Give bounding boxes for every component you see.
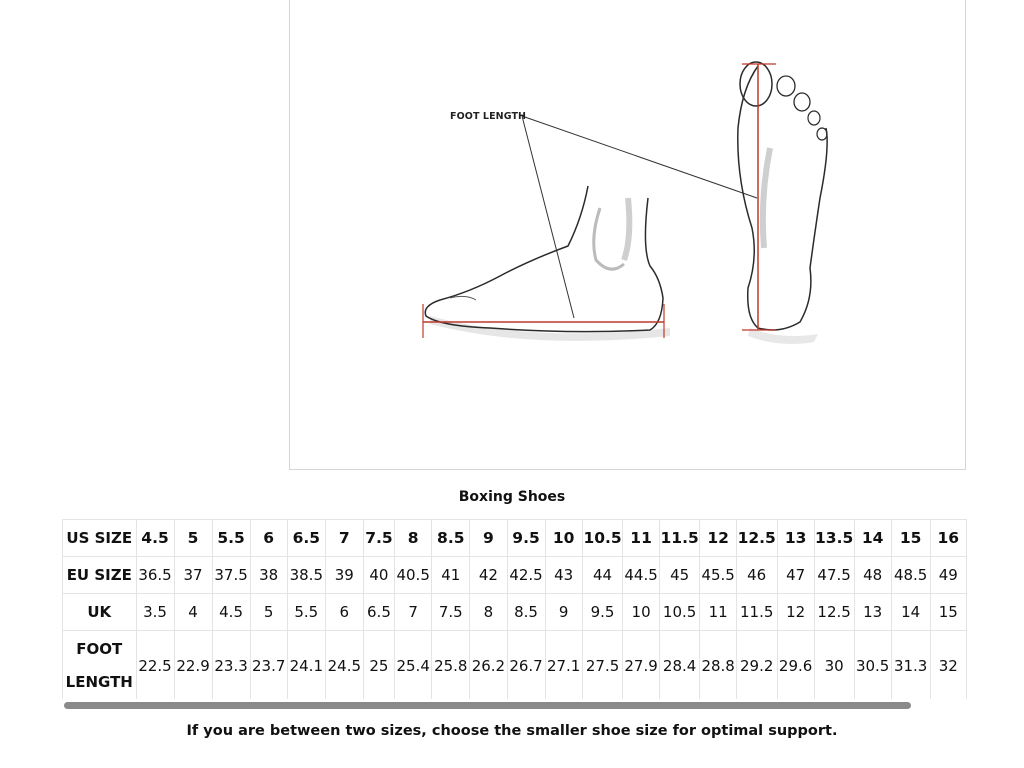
table-cell: 9: [545, 594, 582, 631]
table-cell: 12: [777, 594, 814, 631]
table-cell: 31.3: [891, 631, 930, 700]
table-cell: 26.7: [507, 631, 545, 700]
table-cell: 16: [930, 520, 966, 557]
row-header: EU SIZE: [63, 557, 137, 594]
table-cell: 25.4: [395, 631, 432, 700]
table-cell: 45: [659, 557, 700, 594]
table-cell: 42: [470, 557, 507, 594]
foot-illustration: [290, 0, 967, 470]
us-size-row: [63, 520, 967, 557]
table-cell: 11.5: [736, 594, 777, 631]
size-advice-note: If you are between two sizes, choose the smaller shoe size for optimal support.: [186, 723, 838, 739]
table-cell: 43: [545, 557, 582, 594]
table-cell: 40: [363, 557, 394, 594]
table-cell: 32: [930, 631, 966, 700]
table-cell: 10: [623, 594, 659, 631]
row-header: FOOT LENGTH: [63, 631, 137, 700]
table-cell: 22.9: [174, 631, 212, 700]
table-cell: 9.5: [582, 594, 623, 631]
table-cell: 23.7: [250, 631, 287, 700]
foot-length-row: [63, 631, 967, 700]
table-cell: 14: [891, 594, 930, 631]
table-cell: 37.5: [212, 557, 250, 594]
table-cell: 11: [700, 594, 736, 631]
table-cell: 6: [250, 520, 287, 557]
table-cell: 48: [854, 557, 891, 594]
table-cell: 46: [736, 557, 777, 594]
table-cell: 25: [363, 631, 394, 700]
table-cell: 15: [891, 520, 930, 557]
row-header: UK: [63, 594, 137, 631]
table-cell: 42.5: [507, 557, 545, 594]
table-cell: 10.5: [582, 520, 623, 557]
table-cell: 10.5: [659, 594, 700, 631]
table-cell: 39: [325, 557, 363, 594]
table-cell: 3.5: [136, 594, 174, 631]
table-cell: 5.5: [287, 594, 325, 631]
table-cell: 7: [395, 594, 432, 631]
table-cell: 27.5: [582, 631, 623, 700]
table-cell: 7.5: [363, 520, 394, 557]
table-cell: 6.5: [287, 520, 325, 557]
table-cell: 11.5: [659, 520, 700, 557]
table-cell: 24.5: [325, 631, 363, 700]
uk-size-row: [63, 594, 967, 631]
table-cell: 5: [250, 594, 287, 631]
table-cell: 8: [470, 594, 507, 631]
table-cell: 6.5: [363, 594, 394, 631]
table-cell: 27.1: [545, 631, 582, 700]
table-cell: 27.9: [623, 631, 659, 700]
size-chart-table: [62, 519, 967, 699]
table-cell: 11: [623, 520, 659, 557]
table-cell: 8.5: [507, 594, 545, 631]
table-cell: 49: [930, 557, 966, 594]
foot-length-label: FOOT LENGTH: [450, 111, 527, 122]
table-cell: 13.5: [814, 520, 854, 557]
table-cell: 14: [854, 520, 891, 557]
table-cell: 44.5: [623, 557, 659, 594]
table-cell: 28.8: [700, 631, 736, 700]
table-cell: 23.3: [212, 631, 250, 700]
table-cell: 8: [395, 520, 432, 557]
table-cell: 38.5: [287, 557, 325, 594]
table-cell: 12.5: [814, 594, 854, 631]
table-cell: 9: [470, 520, 507, 557]
table-cell: 7.5: [432, 594, 470, 631]
table-cell: 29.2: [736, 631, 777, 700]
table-cell: 41: [432, 557, 470, 594]
table-cell: 4.5: [212, 594, 250, 631]
table-cell: 4: [174, 594, 212, 631]
table-cell: 12: [700, 520, 736, 557]
scrollbar-thumb[interactable]: [64, 702, 911, 709]
table-cell: 12.5: [736, 520, 777, 557]
table-cell: 38: [250, 557, 287, 594]
table-cell: 13: [854, 594, 891, 631]
table-cell: 26.2: [470, 631, 507, 700]
table-cell: 15: [930, 594, 966, 631]
table-cell: 48.5: [891, 557, 930, 594]
table-cell: 22.5: [136, 631, 174, 700]
table-cell: 10: [545, 520, 582, 557]
table-cell: 47.5: [814, 557, 854, 594]
table-cell: 40.5: [395, 557, 432, 594]
table-cell: 4.5: [136, 520, 174, 557]
table-cell: 45.5: [700, 557, 736, 594]
table-cell: 36.5: [136, 557, 174, 594]
table-cell: 29.6: [777, 631, 814, 700]
table-cell: 24.1: [287, 631, 325, 700]
table-cell: 6: [325, 594, 363, 631]
table-cell: 44: [582, 557, 623, 594]
table-cell: 5: [174, 520, 212, 557]
chart-title: Boxing Shoes: [458, 489, 566, 505]
row-header: US SIZE: [63, 520, 137, 557]
size-table-scroll-area[interactable]: [62, 519, 967, 699]
eu-size-row: [63, 557, 967, 594]
table-cell: 37: [174, 557, 212, 594]
table-cell: 25.8: [432, 631, 470, 700]
table-cell: 9.5: [507, 520, 545, 557]
table-cell: 30: [814, 631, 854, 700]
table-cell: 5.5: [212, 520, 250, 557]
table-cell: 30.5: [854, 631, 891, 700]
table-cell: 13: [777, 520, 814, 557]
table-cell: 47: [777, 557, 814, 594]
table-cell: 28.4: [659, 631, 700, 700]
foot-measurement-diagram: [289, 0, 966, 470]
table-cell: 8.5: [432, 520, 470, 557]
horizontal-scrollbar[interactable]: [62, 701, 967, 711]
table-cell: 7: [325, 520, 363, 557]
